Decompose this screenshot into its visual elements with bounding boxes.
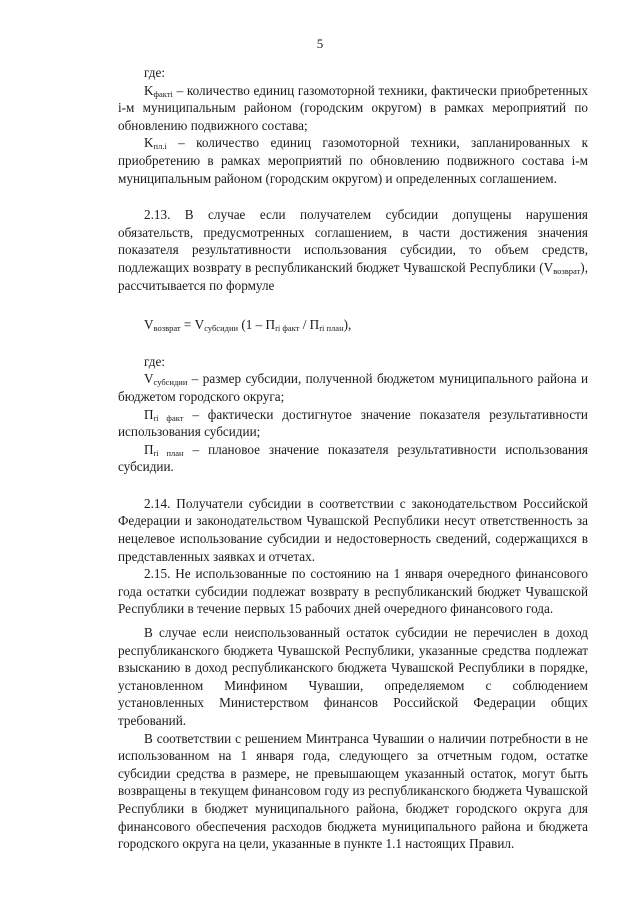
paragraph-text-end: ), рассчитывается по формуле	[118, 259, 588, 293]
definition-p-plan	[118, 441, 588, 476]
formula-sub: субсидии	[204, 323, 239, 334]
page-number: 5	[316, 36, 324, 51]
paragraph-2-15-unspent: В случае если неиспользованный остаток субсидии не перечислен в доход республиканского бюджета Чувашской Республики, указанные средства подлежат взысканию в доход республиканского бюджета Чувашской Республики в порядке, установленном Минфином Чувашии, определяемом с соблюдением установленных Министерством финансов Российской Федерации общих требований.	[118, 625, 588, 728]
formula-refund	[144, 316, 588, 334]
formula-sub: ri план	[319, 323, 344, 334]
definition-text: – фактически достигнутое значение показателя результативности использования субсидии;	[118, 406, 588, 440]
definition-text: – количество единиц газомоторной техники, фактически приобретенных i-м муниципальным районом (городским округом) в рамках мероприятий по обновлению подвижного состава;	[118, 82, 588, 133]
definition-k-fact	[118, 82, 588, 135]
symbol-p: П	[144, 406, 154, 422]
definition-text: – размер субсидии, полученной бюджетом муниципального района и бюджетом городского округа;	[118, 371, 588, 404]
formula-sub: возврат	[153, 323, 181, 334]
symbol-k: K	[144, 82, 154, 98]
symbol-subscript: ri факт	[153, 412, 184, 423]
symbol-k: K	[144, 135, 154, 151]
symbol-subscript: пл.i	[153, 141, 167, 152]
where-label-1: где:	[144, 65, 165, 80]
formula-lhs: V	[144, 317, 154, 333]
paragraph-text: 2.13. В случае если получателем субсидии допущены нарушения обязательств, предусмотренных соглашением, в части достижения значения показателя результативности использования субсидии, то объем средств, подлежащих возврату в республиканский бюджет Чувашской Республики (V	[118, 207, 588, 275]
paragraph-2-14: 2.14. Получатели субсидии в соответствии с законодательством Российской Федерации и законодательством Чувашской Республики несут ответственность за нецелевое использование субсидии и недостоверность сведений, содержащихся в представленных заявках и отчетах.	[118, 495, 588, 564]
paragraph-2-15: 2.15. Не использованные по состоянию на 1 января очередного финансового года остатки субсидии подлежат возврату в республиканский бюджет Чувашской Республики в течение первых 15 рабочих дней очередного финансового года.	[118, 566, 588, 617]
formula-eq: = V	[180, 317, 205, 333]
formula-sub: ri факт	[275, 323, 300, 334]
definition-text: – количество единиц газомоторной техники, запланированных к приобретению в рамках мероприятий по обновлению подвижного состава i-м муниципальным районом (городским округом) и определенных соглашением.	[118, 135, 588, 186]
formula-mid: (1 – П	[238, 317, 276, 333]
symbol-subscript: возврат	[553, 265, 581, 276]
paragraph-2-13	[118, 206, 588, 294]
symbol-subscript: фактi	[153, 88, 173, 99]
symbol-v: V	[144, 371, 154, 387]
definition-text: – плановое значение показателя результативности использования субсидии.	[118, 441, 588, 475]
where-label-2: где:	[144, 353, 165, 369]
symbol-subscript: ri план	[153, 447, 184, 458]
definition-v-subsidy	[118, 370, 588, 405]
formula-div: / П	[299, 317, 320, 333]
definition-p-fact	[118, 406, 588, 441]
symbol-subscript: субсидии	[153, 377, 188, 388]
document-body	[118, 64, 588, 853]
definition-k-plan	[118, 134, 588, 187]
symbol-p: П	[144, 441, 154, 457]
formula-end: ),	[343, 317, 352, 333]
paragraph-2-15-return: В соответствии с решением Минтранса Чувашии о наличии потребности в не использованном на 1 января года, следующего за отчетным годом, остатке субсидии средства в размере, не превышающем указанный остаток, могут быть возвращены в текущем финансовом году из республиканского бюджета Чувашской Республики в бюджет муниципального района, бюджет городского округа для финансового обеспечения расходов бюджета муниципального района и бюджета городского округа на цели, указанные в пункте 1.1 настоящих Правил.	[118, 730, 588, 852]
